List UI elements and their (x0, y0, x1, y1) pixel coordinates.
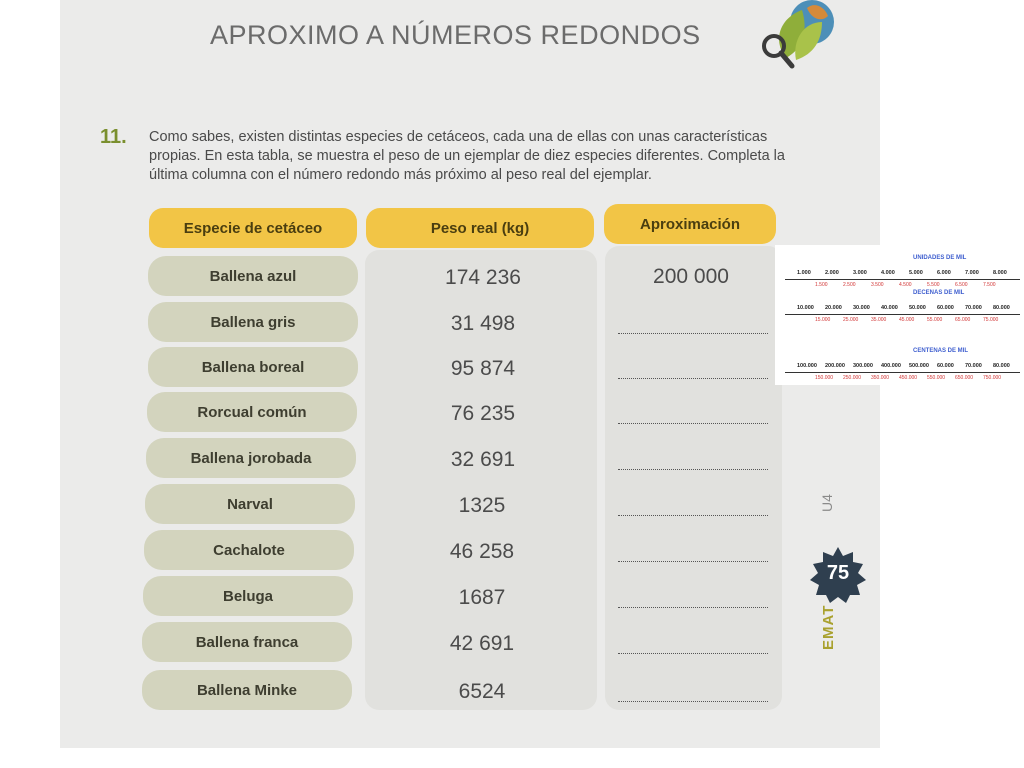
number-line-midpoint: 5.500 (927, 282, 940, 288)
number-line-midpoint: 6.500 (955, 282, 968, 288)
page-title: APROXIMO A NÚMEROS REDONDOS (210, 20, 701, 50)
number-line-mark: 6.000 (937, 270, 951, 276)
number-line-mark: 5.000 (909, 270, 923, 276)
species-cell: Rorcual común (147, 392, 357, 432)
exercise-number: 11. (100, 126, 127, 148)
number-line (785, 372, 1020, 373)
number-line (785, 279, 1020, 280)
weight-cell: 31 498 (450, 312, 516, 335)
table-row (60, 392, 940, 432)
number-line-midpoint: 7.500 (983, 282, 996, 288)
species-cell: Ballena franca (142, 622, 352, 662)
weight-cell: 32 691 (450, 448, 516, 471)
number-line-mark: 70.000 (965, 363, 982, 369)
number-line-midpoint: 350.000 (871, 375, 890, 381)
weight-cell: 76 235 (450, 402, 516, 425)
number-line-midpoint: 1.500 (815, 282, 828, 288)
number-line-mark: 80.000 (993, 363, 1010, 369)
number-line-midpoint: 450.000 (899, 375, 918, 381)
species-cell: Ballena azul (148, 256, 358, 296)
weight-cell: 46 258 (449, 540, 515, 563)
number-line-mark: 60.000 (937, 363, 954, 369)
number-line-midpoint: 75.000 (983, 317, 999, 323)
magnifier-leaf-logo-icon (752, 0, 842, 72)
weight-cell: 6524 (458, 680, 506, 703)
species-cell: Ballena gris (148, 302, 358, 342)
number-line-mark: 8.000 (993, 270, 1007, 276)
answer-blank[interactable] (618, 652, 768, 654)
number-line-mark: 30.000 (853, 305, 870, 311)
number-line-mark: 1.000 (797, 270, 811, 276)
weight-cell: 1687 (458, 586, 506, 609)
number-line-midpoint: 3.500 (871, 282, 884, 288)
exercise-instructions: Como sabes, existen distintas especies de cetáceos, cada una de ellas con unas características propias. En esta tabla, se muestra el peso de un ejemplar de diez especies diferentes. Completa la última columna con el número redondo más próximo al peso real del ejemplar. (149, 129, 785, 183)
number-line-mark: 70.000 (965, 305, 982, 311)
header-species: Especie de cetáceo (149, 208, 357, 248)
number-line-midpoint: 15.000 (815, 317, 831, 323)
number-line-mark: 40.000 (881, 305, 898, 311)
answer-blank[interactable] (618, 606, 768, 608)
weight-cell: 1325 (458, 494, 506, 517)
header-approx: Aproximación (604, 204, 776, 244)
textbook-page (60, 0, 880, 748)
number-line-mark: 200.000 (825, 363, 845, 369)
answer-blank[interactable] (618, 422, 768, 424)
number-line-mark: 300.000 (853, 363, 873, 369)
number-line-midpoint: 650.000 (955, 375, 974, 381)
number-line-midpoint: 55.000 (927, 317, 943, 323)
answer-blank[interactable] (618, 468, 768, 470)
species-cell: Cachalote (144, 530, 354, 570)
number-line-midpoint: 250.000 (843, 375, 862, 381)
answer-blank[interactable] (618, 332, 768, 334)
number-line-midpoint: 35.000 (871, 317, 887, 323)
species-cell: Beluga (143, 576, 353, 616)
table-row (60, 576, 940, 616)
species-cell: Ballena boreal (148, 347, 358, 387)
number-line-midpoint: 550.000 (927, 375, 946, 381)
brand-logo: EMAT (820, 604, 837, 650)
number-line-reference-card (775, 245, 1024, 385)
answer-blank[interactable] (618, 514, 768, 516)
number-line-mark: 20.000 (825, 305, 842, 311)
reference-section-title: DECENAS DE MIL (913, 290, 965, 296)
number-line-mark: 2.000 (825, 270, 839, 276)
answer-blank[interactable] (618, 560, 768, 562)
number-line (785, 314, 1020, 315)
answer-blank[interactable] (618, 700, 768, 702)
table-row (60, 438, 940, 478)
number-line-midpoint: 25.000 (843, 317, 859, 323)
species-cell: Ballena jorobada (146, 438, 356, 478)
table-row (60, 530, 940, 570)
number-line-mark: 80.000 (993, 305, 1010, 311)
answer-blank[interactable] (618, 377, 768, 379)
number-line-midpoint: 65.000 (955, 317, 971, 323)
number-line-midpoint: 2.500 (843, 282, 856, 288)
number-line-mark: 10.000 (797, 305, 814, 311)
number-line-mark: 60.000 (937, 305, 954, 311)
weight-cell: 42 691 (449, 632, 515, 655)
number-line-mark: 100.000 (797, 363, 817, 369)
number-line-mark: 500.000 (909, 363, 929, 369)
unit-label: U4 (818, 494, 835, 512)
number-line-mark: 50.000 (909, 305, 926, 311)
number-line-midpoint: 45.000 (899, 317, 915, 323)
number-line-midpoint: 750.000 (983, 375, 1002, 381)
species-cell: Narval (145, 484, 355, 524)
table-row (60, 622, 940, 662)
table-row (60, 670, 940, 710)
header-weight: Peso real (kg) (366, 208, 594, 248)
page-number: 75 (826, 562, 850, 584)
number-line-mark: 3.000 (853, 270, 867, 276)
number-line-midpoint: 4.500 (899, 282, 912, 288)
approx-cell: 200 000 (653, 265, 729, 288)
reference-section-title: UNIDADES DE MIL (913, 255, 967, 261)
reference-section-title: CENTENAS DE MIL (913, 348, 969, 354)
table-row (60, 484, 940, 524)
number-line-mark: 4.000 (881, 270, 895, 276)
species-cell: Ballena Minke (142, 670, 352, 710)
number-line-mark: 7.000 (965, 270, 979, 276)
weight-cell: 174 236 (445, 266, 521, 289)
weight-cell: 95 874 (450, 357, 516, 380)
number-line-mark: 400.000 (881, 363, 901, 369)
number-line-midpoint: 150.000 (815, 375, 834, 381)
